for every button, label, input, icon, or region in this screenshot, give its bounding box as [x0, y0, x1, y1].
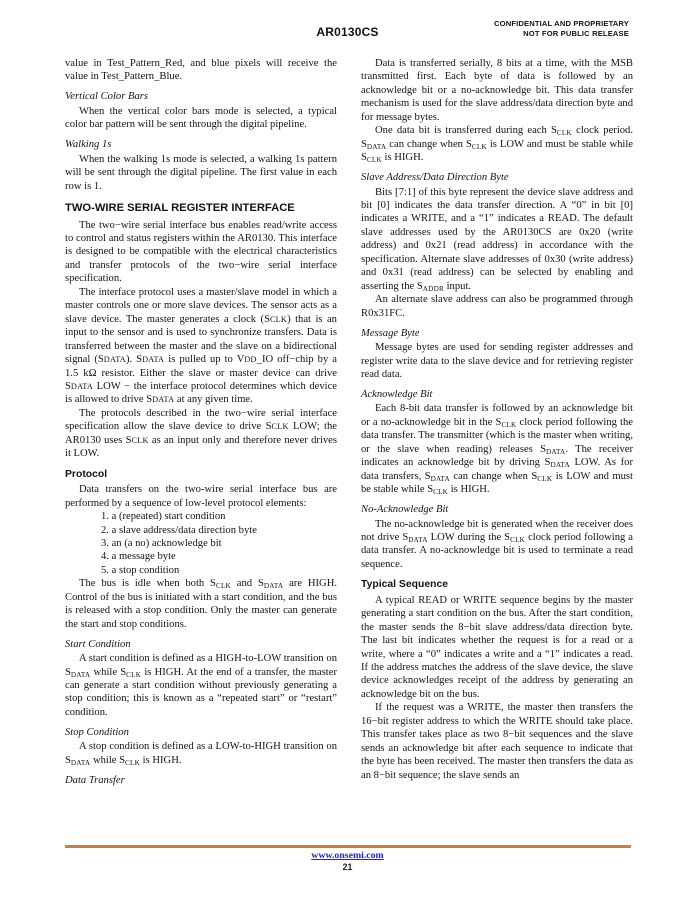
heading: TWO-WIRE SERIAL REGISTER INTERFACE	[65, 202, 295, 215]
onsemi-link[interactable]: www.onsemi.com	[311, 850, 384, 861]
paragraph: When the walking 1s mode is selected, a walking 1s pattern will be sent through the digital pipeline. The first value in each row is 1.	[65, 153, 337, 192]
right-column	[361, 57, 633, 788]
footer-divider	[65, 845, 631, 848]
paragraph: One data bit is transferred during each $S_{CLK}$ clock period. $S_{DATA}$ can change when $S_{CLK}$ is LOW and must be stable while $S_{CLK}$ is HIGH.	[361, 125, 633, 165]
paragraph: The interface protocol uses a master/slave model in which a master controls one or more slave devices. The sensor acts as a slave device. The master generates a clock (SCLK) that is an input to the sensor and is used to synchronize transfers. Data is transferred between the master and the slave on a bidirectional signal (SDATA). SDATA is pulled up to VDD_IO off−chip by a 1.5 kΩ resistor. Either the slave or master device can drive SDATA LOW − the interface protocol determines which device is allowed to drive SDATA at any given time.	[65, 286, 338, 406]
heading: Walking 1s	[65, 139, 112, 151]
paragraph: A typical READ or WRITE sequence begins by the master generating a start condition on the bus. After the start condition, the master sends the 8−bit slave address/data direction byte. The last bit indicates whether the request is for a read or a write, where a “0” indicates a write and a “1” indicates a read. If the address matches the address of the slave device, the slave device acknowledges receipt of the address by generating an acknowledge bit on the bus.	[361, 594, 633, 700]
heading: Typical Sequence	[361, 579, 449, 591]
document-title: AR0130CS	[316, 25, 379, 39]
heading: Message Byte	[361, 327, 420, 339]
page-header	[0, 0, 695, 52]
confidential-notice	[494, 19, 629, 38]
paragraph: The two−wire serial interface bus enables read/write access to control and status registers within the AR0130. This interface is designed to be compatible with the electrical characteristics and transfer protocols of the two−wire serial interface specification.	[65, 219, 337, 285]
paragraph: Message bytes are used for sending register addresses and register write data to the slave device and for retrieving register read data.	[361, 342, 633, 380]
paragraph: A start condition is defined as a HIGH-to-LOW transition on $S_{DATA}$ while $S_{CLK}$ is HIGH. At the end of a transfer, the master can generate a start condition without previously generating a stop condition; this is known as a “repeated start” or “restart” condition.	[65, 653, 337, 718]
heading: Acknowledge Bit	[361, 388, 433, 400]
heading: Start Condition	[65, 638, 131, 650]
confidential-notice-line2: NOT FOR PUBLIC RELEASE	[523, 28, 629, 38]
page-number: 21	[342, 862, 353, 872]
list-item: a message byte	[111, 551, 176, 563]
paragraph: A stop condition is defined as a LOW-to-HIGH transition on $S_{DATA}$ while $S_{CLK}$ is HIGH.	[65, 741, 337, 767]
paragraph: Each 8-bit data transfer is followed by an acknowledge bit or a no-acknowledge bit in the $S_{CLK}$ clock period following the data transfer. The transmitter (which is the master when writing, or the slave when reading) releases $S_{DATA}$. The receiver indicates an acknowledge bit by driving $S_{DATA}$ LOW. As for data transfers, $S_{DATA}$ can change when $S_{CLK}$ is LOW and must be stable while $S_{CLK}$ is HIGH.	[361, 403, 633, 497]
heading: Data Transfer	[65, 774, 125, 786]
paragraph: If the request was a WRITE, the master then transfers the 16−bit register address to which the WRITE should take place. This transfer takes place as two 8−bit sequences and the slave sends an acknowledge bit after each sequence to indicate that the byte has been received. The master then transfers the data as an 8−bit sequence; the slave sends an	[361, 702, 633, 781]
two-column-body	[65, 57, 633, 788]
heading: Slave Address/Data Direction Byte	[361, 172, 509, 184]
left-column	[65, 57, 337, 788]
confidential-notice-line1: CONFIDENTIAL AND PROPRIETARY	[494, 19, 629, 28]
heading: No-Acknowledge Bit	[361, 504, 449, 516]
paragraph: Data is transferred serially, 8 bits at a time, with the MSB transmitted first. Each byte of data is followed by an acknowledge bit or a no-acknowledge bit. This data transfer mechanism is used for the slave address/data direction byte and for message bytes.	[361, 58, 633, 123]
heading: Vertical Color Bars	[65, 91, 148, 103]
paragraph: Bits [7:1] of this byte represent the device slave address and bit [0] indicates the data transfer direction. A “0” in bit [0] indicates a WRITE, and a “1” indicates a READ. The default slave addresses used by the AR0130CS are 0x20 (write address) and 0x21 (read address) in accordance with the specification. Alternate slave addresses of 0x30 (write address) and 0x31 (read address) can be selected by enabling and asserting the $S_{ADDR}$ input.	[361, 186, 633, 293]
paragraph: The bus is idle when both $S_{CLK}$ and $S_{DATA}$ are HIGH. Control of the bus is initiated with a start condition, and the bus is released with a stop condition. Only the master can generate the start and stop conditions.	[65, 578, 338, 630]
paragraph: When the vertical color bars mode is selected, a typical color bar pattern will be sent through the digital pipeline.	[65, 105, 337, 131]
list-item: a stop condition	[111, 564, 180, 576]
list-item: a (repeated) start condition	[111, 511, 226, 523]
paragraph: The no-acknowledge bit is generated when the receiver does not drive $S_{DATA}$ LOW during the $S_{CLK}$ clock period following a data transfer. A no-acknowledge bit is used to terminate a read sequence.	[361, 518, 634, 570]
list-item: an (a no) acknowledge bit	[111, 537, 222, 549]
protocol-steps-list	[65, 510, 337, 577]
heading: Stop Condition	[65, 726, 129, 738]
paragraph: Data transfers on the two-wire serial interface bus are performed by a sequence of low-level protocol elements:	[65, 484, 337, 509]
paragraph: value in Test_Pattern_Red, and blue pixels will receive the value in Test_Pattern_Blue.	[65, 58, 337, 83]
list-item: a slave address/data direction byte	[111, 524, 257, 536]
paragraph: An alternate slave address can also be programmed through R0x31FC.	[361, 294, 633, 319]
paragraph: The protocols described in the two−wire serial interface specification allow the slave device to drive SCLK LOW; the AR0130 uses SCLK as an input only and therefore never drives it LOW.	[65, 407, 338, 460]
heading: Protocol	[65, 468, 108, 480]
